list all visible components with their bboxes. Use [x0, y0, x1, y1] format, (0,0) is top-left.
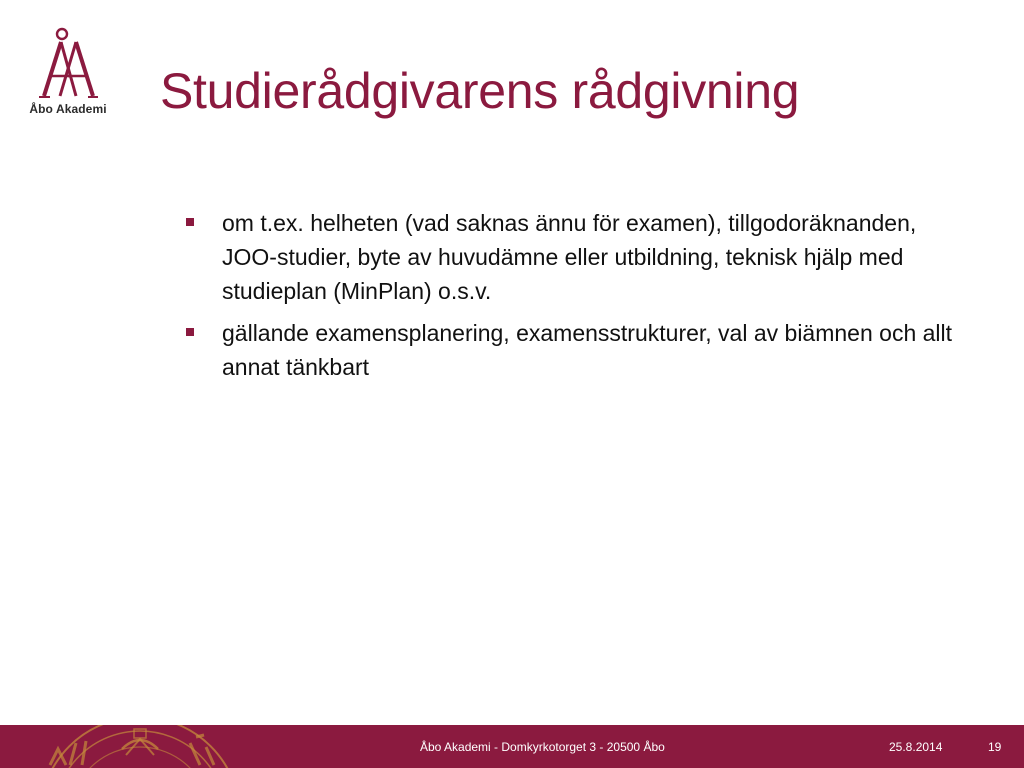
logo-text: Åbo Akademi — [29, 102, 107, 116]
footer-bar — [0, 725, 1024, 768]
footer-date: 25.8.2014 — [889, 740, 943, 754]
bullet-list — [186, 206, 966, 392]
abo-akademi-logo — [18, 26, 118, 118]
bullet-text: gällande examensplanering, examensstrukturer, val av biämnen och allt annat tänkbart — [222, 320, 953, 380]
page-number: 19 — [988, 740, 1002, 754]
abo-akademi-emblem-icon — [36, 26, 100, 100]
slide-title: Studierådgivarens rådgivning — [160, 63, 800, 119]
square-bullet-icon — [186, 328, 194, 336]
square-bullet-icon — [186, 218, 194, 226]
bullet-item — [186, 316, 966, 384]
seal-watermark-icon — [10, 725, 270, 768]
bullet-text: om t.ex. helheten (vad saknas ännu för examen), tillgodoräknanden, JOO-studier, byte av huvudämne eller utbildning, teknisk hjälp med studieplan (MinPlan) o.s.v. — [222, 210, 917, 304]
bullet-item — [186, 206, 966, 308]
footer-address: Åbo Akademi - Domkyrkotorget 3 - 20500 Åbo — [420, 740, 665, 754]
